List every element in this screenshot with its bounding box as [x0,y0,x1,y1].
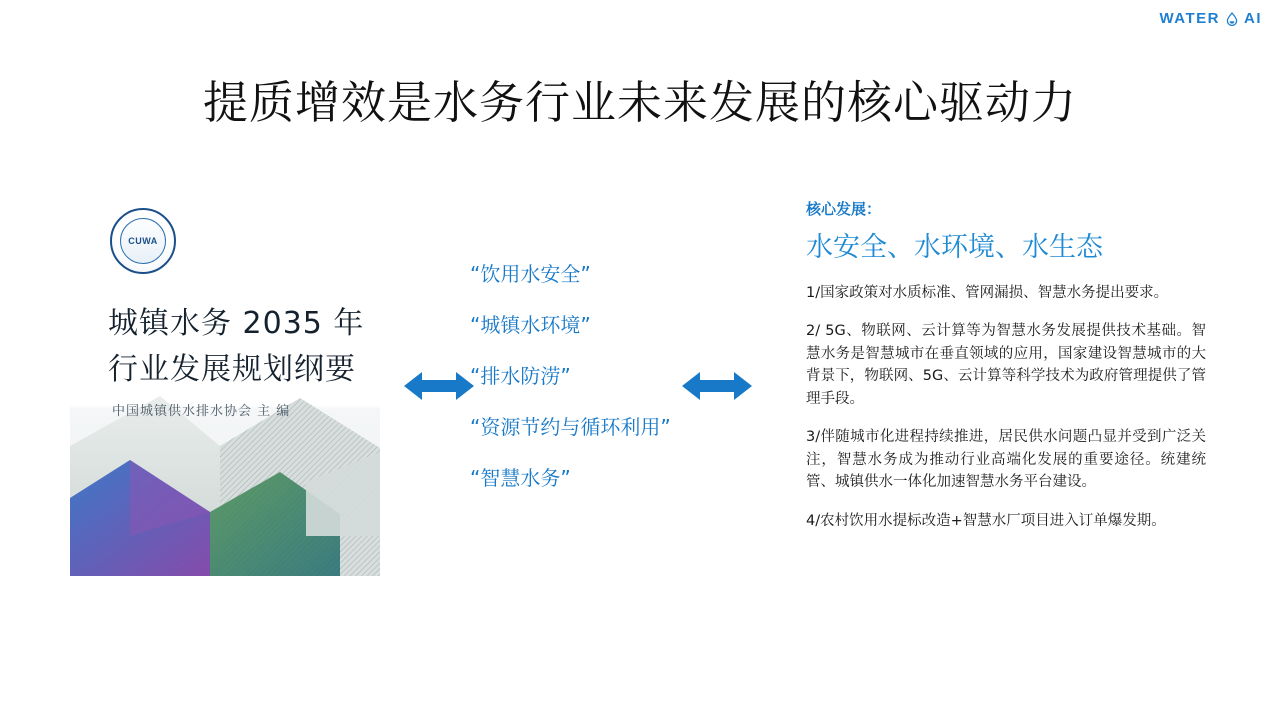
seal-text: CUWA [128,236,158,246]
brand-logo [1159,10,1262,27]
paragraph-3: 3/伴随城市化进程持续推进，居民供水问题凸显并受到广泛关注，智慧水务成为推动行业高端化发展的重要途径。统建统管、城镇供水一体化加速智慧水务平台建设。 [806,429,1206,491]
brand-text-left: WATER [1159,10,1220,27]
paragraph-2: 2/ 5G、物联网、云计算等为智慧水务发展提供技术基础。智慧水务是智慧城市在垂直领域的应用，国家建设智慧城市的大背景下，物联网、5G、云计算等科学技术为政府管理提供了管理手段。 [806,323,1206,407]
paragraph-1: 1/国家政策对水质标准、管网漏损、智慧水务提出要求。 [806,285,1169,301]
core-development-heading: 水安全、水环境、水生态 [806,232,1103,263]
list-item: “智慧水务” [470,466,571,490]
right-text-column [806,198,1206,548]
paragraph-4: 4/农村饮用水提标改造+智慧水厂项目进入订单爆发期。 [806,512,1166,529]
cuwa-seal-icon [110,208,176,274]
brand-text-right: AI [1244,10,1262,27]
key-phrase-list [470,258,760,491]
water-drop-icon [1225,12,1239,26]
seal-inner-ring [120,218,166,264]
book-title-line-2: 行业发展规划纲要 [108,352,356,387]
book-title-line-1: 城镇水务 2035 年 [108,306,365,341]
double-arrow-icon-left [404,368,474,404]
core-development-label: 核心发展： [806,200,882,218]
list-item: “资源节约与循环利用” [470,415,671,439]
page-title: 提质增效是水务行业未来发展的核心驱动力 [202,76,1077,129]
list-item: “城镇水环境” [470,313,591,337]
book-cover-image [70,196,380,576]
list-item: “排水防涝” [470,364,571,388]
book-publisher: 中国城镇供水排水协会 主 编 [112,404,291,419]
list-item: “饮用水安全” [470,262,591,286]
